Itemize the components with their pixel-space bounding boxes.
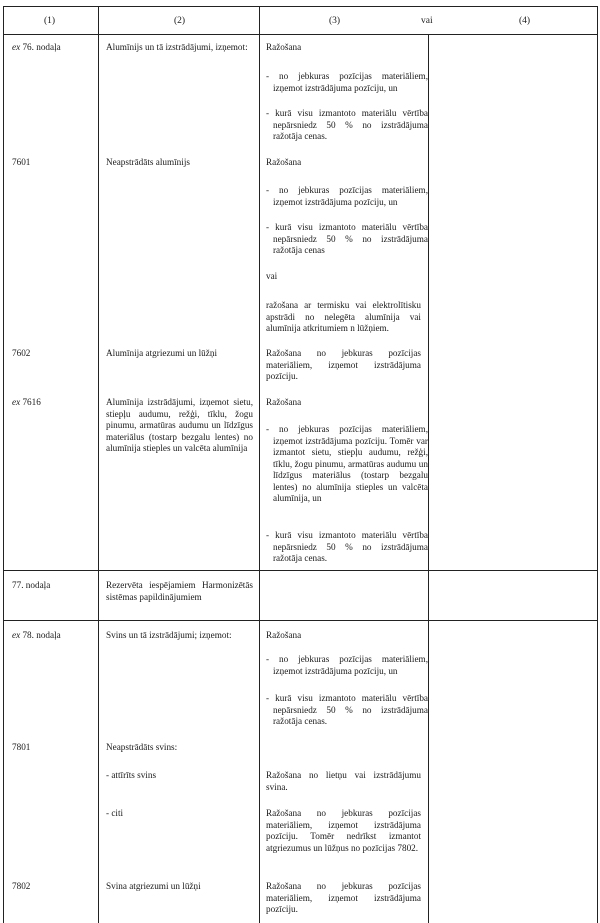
column-divider-1-2	[98, 6, 99, 923]
rule-text: Ražošana	[266, 397, 302, 407]
rule-text: Ražošana	[266, 157, 302, 167]
rule-bullet: - no jebkuras pozīcijas materiāliem, izņemot izstrādājuma pozīciju, un	[266, 654, 428, 676]
heading-code: 7602	[12, 348, 31, 358]
product-description: Neapstrādāts alumīnijs	[106, 157, 190, 167]
rule-text: Ražošana	[266, 630, 302, 640]
rule-bullet: - kurā visu izmantoto materiālu vērtība nepārsniedz 50 % no izstrādājuma ražotāja cenas	[266, 222, 428, 255]
rule-bullet: - kurā visu izmantoto materiālu vērtība nepārsniedz 50 % no izstrādājuma ražotāja cenas.	[266, 530, 428, 563]
header-col3: (3)	[329, 16, 341, 26]
row-divider	[3, 570, 598, 571]
column-divider-2-3	[259, 6, 260, 923]
heading-code: 77. nodaļa	[12, 580, 51, 590]
header-divider	[3, 34, 598, 35]
rule-or: vai	[266, 271, 278, 281]
table-border-left	[3, 6, 4, 923]
rule-text: Ražošana no jebkuras pozīcijas materiāliem, izņemot izstrādājuma pozīciju. Tomēr nedrīkst izmantot atgriezumus un lūžņus no pozīcijas 7802.	[266, 808, 421, 853]
table-border-right	[597, 6, 598, 923]
product-description: Alumīnija atgriezumi un lūžņi	[106, 348, 217, 358]
rule-text: Ražošana	[266, 42, 302, 52]
product-description: Svina atgriezumi un lūžņi	[106, 881, 201, 891]
rule-text: ražošana ar termisku vai elektrolītisku apstrādi no nelegēta alumīnija vai alumīnija atkritumiem n lūžņiem.	[266, 300, 421, 333]
heading-code: ex 76. nodaļa	[12, 42, 61, 52]
rule-bullet: - kurā visu izmantoto materiālu vērtība nepārsniedz 50 % no izstrādājuma ražotāja cenas.	[266, 693, 428, 726]
heading-code: ex 7616	[12, 397, 41, 407]
row-divider	[3, 620, 598, 621]
table-border-top	[3, 6, 598, 7]
heading-code: 7601	[12, 157, 31, 167]
column-divider-3-4	[428, 34, 429, 923]
header-col1: (1)	[44, 16, 56, 26]
product-description: Rezervēta iespējamiem Harmonizētās sistēmas papildinājumiem	[106, 580, 253, 602]
rule-bullet: - no jebkuras pozīcijas materiāliem, izņemot izstrādājuma pozīciju, un	[266, 71, 428, 93]
sub-description: - citi	[106, 808, 124, 818]
product-description: Svins un tā izstrādājumi; izņemot:	[106, 630, 232, 640]
rule-text: Ražošana no jebkuras pozīcijas materiāliem, izņemot izstrādājuma pozīciju.	[266, 348, 421, 381]
rule-bullet: - no jebkuras pozīcijas materiāliem, izņemot izstrādājuma pozīciju. Tomēr var izmantot sietu, stiepļu audumu, režģi, tīklu, žogu pinumu, armatūras audumu un līdzīgus materiālus (tostarp bezgalu lentes) no alumīnija stieples un valcēta alumīnija, un	[266, 424, 428, 503]
rule-bullet: - no jebkuras pozīcijas materiāliem, izņemot izstrādājuma pozīciju, un	[266, 185, 428, 207]
product-description: Alumīnija izstrādājumi, izņemot sietu, stiepļu audumu, režģi, tīklu, žogu pinumu, armatūras audumu un līdzīgus materiālus (tostarp bezgalu lentes) no alumīnija stieples un valcēta alumīnija	[106, 397, 253, 453]
rule-bullet: - kurā visu izmantoto materiālu vērtība nepārsniedz 50 % no izstrādājuma ražotāja cenas.	[266, 108, 428, 141]
heading-code: 7802	[12, 881, 31, 891]
heading-code: 7801	[12, 742, 31, 752]
product-description: Neapstrādāts svins:	[106, 742, 178, 752]
rule-text: Ražošana no lietņu vai izstrādājumu svina.	[266, 770, 421, 792]
header-or: vai	[421, 16, 433, 26]
header-col4: (4)	[519, 16, 531, 26]
sub-description: - attīrīts svins	[106, 770, 157, 780]
rule-text: Ražošana no jebkuras pozīcijas materiāliem, izņemot izstrādājuma pozīciju.	[266, 881, 421, 914]
heading-code: ex 78. nodaļa	[12, 630, 61, 640]
header-col2: (2)	[174, 16, 186, 26]
product-description: Alumīnijs un tā izstrādājumi, izņemot:	[106, 42, 248, 52]
